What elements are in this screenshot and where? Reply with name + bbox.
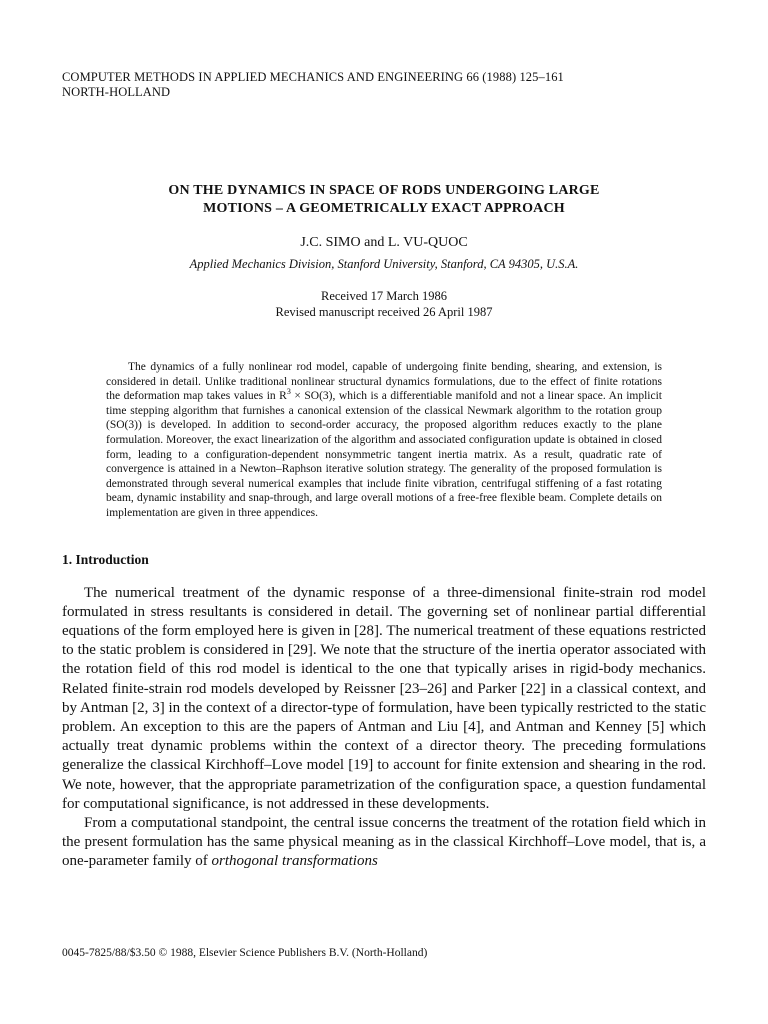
- abstract-superscript: 3: [286, 387, 291, 397]
- paper-title: [62, 182, 706, 218]
- section-heading-introduction: 1. Introduction: [62, 551, 149, 567]
- affiliation: Applied Mechanics Division, Stanford University, Stanford, CA 94305, U.S.A.: [189, 257, 579, 271]
- introduction-paragraph-2: [62, 814, 706, 872]
- revised-date: Revised manuscript received 26 April 1987: [275, 305, 493, 319]
- title-line-2: MOTIONS – A GEOMETRICALLY EXACT APPROACH: [203, 201, 565, 216]
- copyright-footer: 0045-7825/88/$3.50 © 1988, Elsevier Science Publishers B.V. (North-Holland): [62, 947, 428, 959]
- journal-header: [62, 70, 706, 100]
- title-line-1: ON THE DYNAMICS IN SPACE OF RODS UNDERGOING LARGE: [168, 183, 600, 198]
- abstract: [106, 360, 662, 521]
- paragraph-2-text: From a computational standpoint, the central issue concerns the treatment of the rotation field which in the present formulation has the same physical meaning as in the classical Kirchhoff–Love model, that is, a one-parameter family of: [62, 814, 706, 870]
- submission-dates: [62, 288, 706, 320]
- paragraph-2-italic-text: orthogonal transformations: [211, 853, 378, 870]
- journal-citation: COMPUTER METHODS IN APPLIED MECHANICS AND ENGINEERING 66 (1988) 125–161: [62, 70, 564, 84]
- publisher-name: NORTH-HOLLAND: [62, 85, 171, 99]
- abstract-text-part-2: × SO(3), which is a differentiable manifold and not a linear space. An implicit time stepping algorithm that furnishes a canonical extension of the classical Newmark algorithm to the rotation group (SO(3)) is developed. In addition to second-order accuracy, the proposed algorithm reduces exactly to the plane formulation. Moreover, the exact linearization of the algorithm and associated configuration update is obtained in closed form, leading to a configuration-dependent nonsymmetric tangent inertia matrix. As a result, quadratic rate of convergence is attained in a Newton–Raphson iterative solution strategy. The generality of the proposed formulation is demonstrated through several numerical examples that include finite vibration, centrifugal stiffening of a fast rotating beam, dynamic instability and snap-through, and large overall motions of a free-free flexible beam. Complete details on implementation are given in three appendices.: [106, 390, 662, 519]
- authors: J.C. SIMO and L. VU-QUOC: [300, 235, 468, 250]
- received-date: Received 17 March 1986: [320, 289, 447, 303]
- introduction-body: [62, 584, 706, 872]
- abstract-text-part-1: The dynamics of a fully nonlinear rod model, capable of undergoing finite bending, shearing, and extension, is considered in detail. Unlike traditional nonlinear structural dynamics formulations, due to the effect of finite rotations the deformation map takes values in R: [106, 361, 662, 403]
- introduction-paragraph-1: The numerical treatment of the dynamic response of a three-dimensional finite-strain rod model formulated in stress resultants is considered in detail. The governing set of nonlinear partial differential equations of the form employed here is given in [28]. The numerical treatment of these equations restricted to the static problem is considered in [29]. We note that the structure of the inertia operator associated with the rotation field of this rod model is identical to the one that typically arises in rigid-body mechanics. Related finite-strain rod models developed by Reissner [23–26] and Parker [22] in a classical context, and by Antman [2, 3] in the context of a director-type of formulation, have been typically restricted to the static problem. An exception to this are the papers of Antman and Liu [4], and Antman and Kenney [5] which actually treat dynamic problems within the context of a director theory. The preceding formulations generalize the classical Kirchhoff–Love model [19] to account for finite extension and shearing in the rod. We note, however, that the appropriate parametrization of the configuration space, a question fundamental for computational significance, is not addressed in these developments.: [62, 584, 706, 812]
